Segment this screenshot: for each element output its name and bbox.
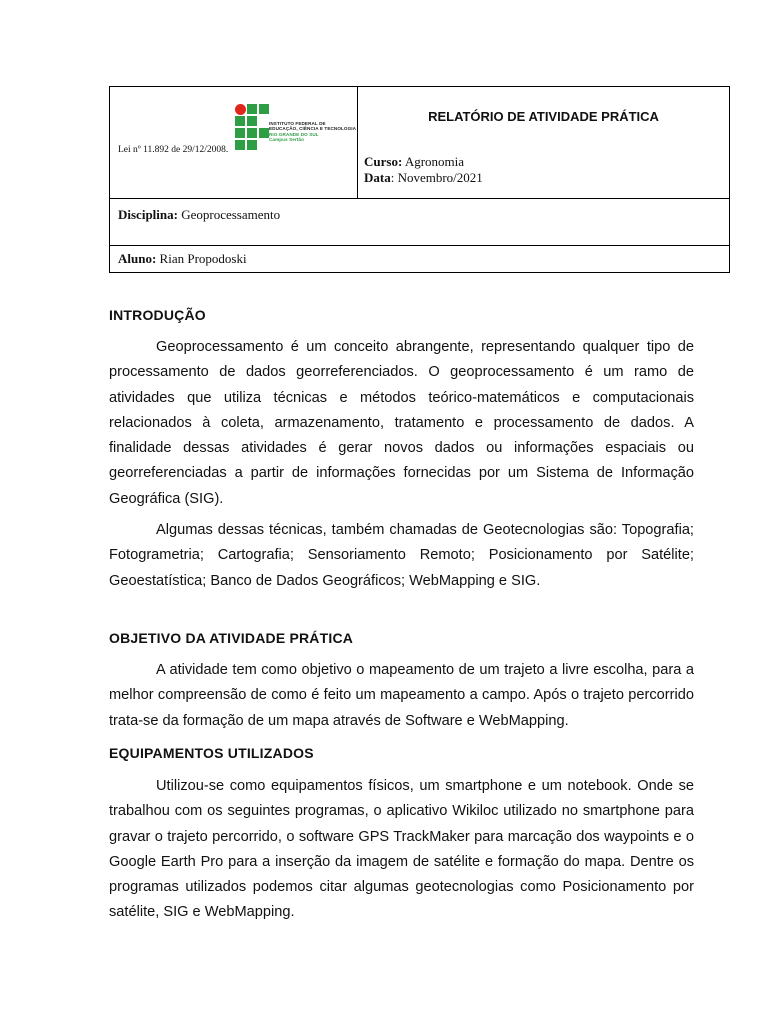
header-logo-cell bbox=[110, 87, 358, 198]
equipamentos-paragraph: Utilizou-se como equipamentos físicos, um smartphone e um notebook. Onde se trabalhou com os seguintes programas, o aplicativo Wikiloc utilizado no smartphone para gravar o trajeto percorrido, o software GPS TrackMaker para marcação dos waypoints e o Google Earth Pro para a inserção da imagem de satélite e formação do mapa. Dentre os programas utilizados podemos citar algumas geotecnologias como Posicionamento por satélite, SIG e WebMapping. bbox=[109, 778, 694, 921]
course-line: Curso: Agronomia bbox=[364, 154, 465, 169]
logo-red-dot-icon bbox=[235, 104, 246, 115]
law-reference: Lei nº 11.892 de 29/12/2008. bbox=[118, 145, 229, 155]
heading-objetivo: OBJETIVO DA ATIVIDADE PRÁTICA bbox=[109, 630, 354, 646]
header-table bbox=[109, 86, 730, 273]
institute-logo bbox=[235, 104, 365, 156]
heading-equipamentos: EQUIPAMENTOS UTILIZADOS bbox=[109, 745, 314, 761]
student-line: Aluno: Rian Propodoski bbox=[118, 251, 247, 266]
date-line: Data: Novembro/2021 bbox=[364, 170, 483, 185]
header-row-student bbox=[110, 246, 729, 272]
header-row-top bbox=[110, 87, 729, 199]
header-row-discipline bbox=[110, 199, 729, 246]
logo-text: INSTITUTO FEDERAL DE EDUCAÇÃO, CIÊNCIA E TECNOLOGIA RIO GRANDE DO SUL Campus Sertão bbox=[269, 121, 357, 143]
header-info-cell bbox=[358, 87, 729, 198]
objetivo-paragraph: A atividade tem como objetivo o mapeamento de um trajeto a livre escolha, para a melhor compreensão de como é feito um mapeamento a campo. Após o trajeto percorrido trata-se da formação de um mapa através de Software e WebMapping. bbox=[109, 662, 694, 729]
discipline-line: Disciplina: Geoprocessamento bbox=[118, 207, 281, 222]
intro-paragraph-1: Geoprocessamento é um conceito abrangente, representando qualquer tipo de processamento de dados georreferenciados. O geoprocessamento é um ramo de atividades que utiliza técnicas e métodos teórico-matemáticos e computacionais relacionados à coleta, armazenamento, tratamento e processamento de dados. A finalidade dessas atividades é gerar novos dados ou informações espaciais ou georreferenciadas a partir de informações fornecidas por um Sistema de Informação Geográfica (SIG). bbox=[109, 339, 694, 507]
report-title: RELATÓRIO DE ATIVIDADE PRÁTICA bbox=[428, 109, 659, 124]
intro-paragraph-2: Algumas dessas técnicas, também chamadas de Geotecnologias são: Topografia; Fotogrametria; Cartografia; Sensoriamento Remoto; Posicionamento por Satélite; Geoestatística; Banco de Dados Geográficos; WebMapping e SIG. bbox=[109, 522, 694, 589]
heading-introducao: INTRODUÇÃO bbox=[109, 307, 206, 323]
